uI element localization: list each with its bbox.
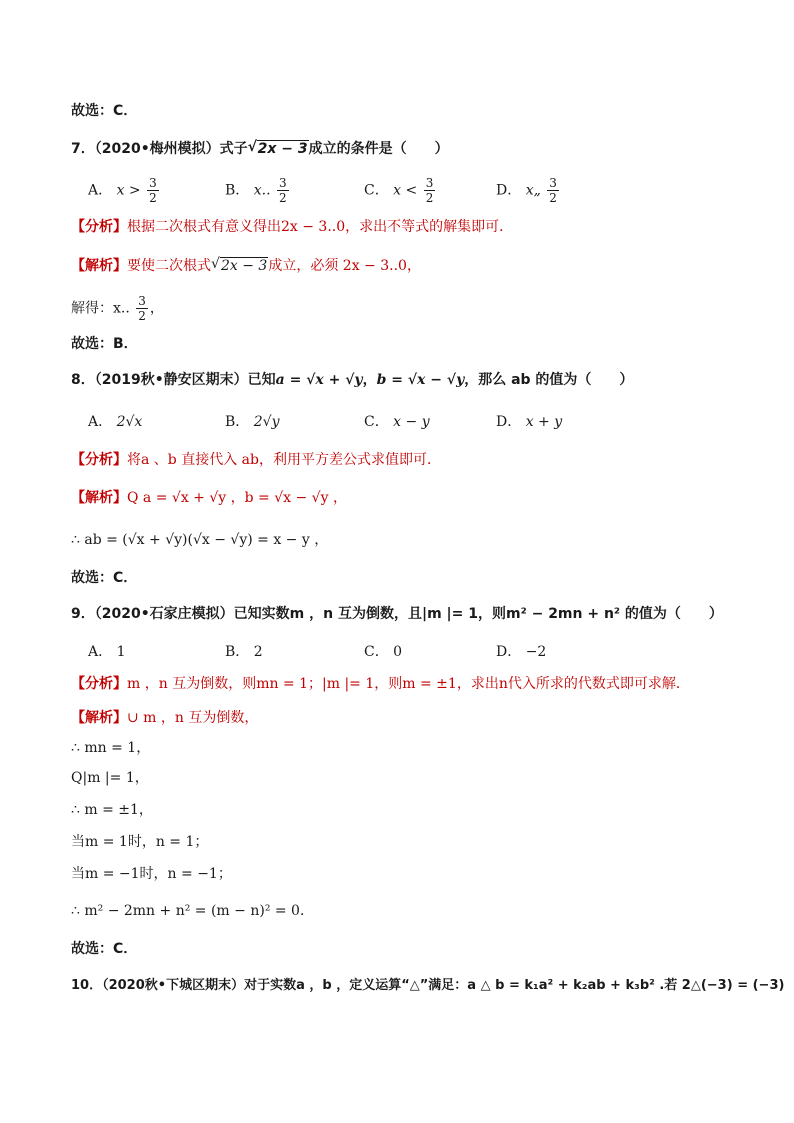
q7-option-d-frac: $\frac{3}{2}$ [549, 176, 557, 205]
q7-option-c-rel: x < [393, 182, 418, 199]
q7-analysis [71, 217, 513, 237]
q9-option-c-letter: C． [364, 644, 389, 660]
q7-option-a[interactable] [88, 176, 161, 205]
q8-stem-suffix: ，那么 ab 的值为（ ） [464, 372, 634, 388]
q8-stem-a: a = √x + √y [275, 372, 363, 388]
q9-step-4: 当m = 1时，n = 1； [71, 834, 209, 850]
q7-solution-radicand: 2x − 3 [221, 258, 268, 274]
q7-solution [71, 256, 421, 276]
q9-step-2: Q|m |= 1， [71, 770, 149, 786]
q9-option-c[interactable] [364, 642, 402, 662]
q8-stem [71, 370, 633, 390]
q7-radicand: 2x − 3 [257, 141, 308, 157]
q7-option-c-letter: C． [364, 182, 389, 199]
q9-step-1: ∴ mn = 1， [71, 740, 151, 756]
q7-solution-prefix: 要使二次根式 [127, 258, 211, 274]
q9-option-a-letter: A． [88, 644, 113, 660]
q9-option-c-expr: 0 [393, 644, 403, 660]
q9-analysis-text: m ，n 互为倒数，则mn = 1；|m |= 1，则m = ±1，求出n代入所求的代数式即可求解． [127, 676, 690, 692]
q8-option-d[interactable] [496, 412, 562, 432]
q7-analysis-tag: 【分析】 [71, 219, 127, 235]
q7-solution-suffix: 成立，必须 2x − 3..0， [268, 258, 421, 274]
q7-option-d[interactable] [496, 176, 561, 205]
q7-option-a-rel: x > [116, 182, 141, 199]
q10-stem: 10．（2020秋•下城区期末）对于实数a ，b ，定义运算“△”满足：a △ b = k₁a² + k₂ab + k₃b² .若 2△(−3) = (−3) [71, 978, 785, 993]
q7-analysis-text: 根据二次根式有意义得出2x − 3..0，求出不等式的解集即可． [127, 219, 514, 235]
q8-option-c[interactable] [364, 412, 430, 432]
q8-option-d-expr: x + y [525, 414, 563, 430]
q9-option-d[interactable] [496, 642, 546, 662]
q9-solution-tag: 【解析】 [71, 710, 127, 726]
q8-option-c-expr: x − y [393, 414, 430, 430]
q8-option-d-letter: D． [496, 414, 522, 430]
q6-answer: 故选：C． [71, 103, 138, 119]
q9-step-3: ∴ m = ±1， [71, 802, 153, 818]
q7-answer: 故选：B． [71, 336, 138, 352]
q9-option-b[interactable] [225, 642, 263, 662]
q8-stem-sep: ， [362, 372, 377, 388]
q8-analysis-tag: 【分析】 [71, 452, 127, 468]
q8-solution-tag: 【解析】 [71, 490, 127, 506]
q7-stem-suffix: 成立的条件是（ ） [308, 141, 449, 157]
q8-option-b-letter: B． [225, 414, 250, 430]
q9-option-b-letter: B． [225, 644, 250, 660]
q7-stem-prefix: 7．（2020•梅州模拟）式子 [71, 141, 248, 157]
q9-answer: 故选：C． [71, 941, 138, 957]
q9-option-d-expr: −2 [525, 644, 547, 660]
q7-solve [71, 294, 164, 323]
q7-solution-tag: 【解析】 [71, 258, 127, 274]
q8-stem-b: b = √x − √y [376, 372, 465, 388]
q8-stem-prefix: 8．（2019秋•静安区期末）已知 [71, 372, 276, 388]
q8-option-b[interactable] [225, 412, 280, 432]
q7-option-a-letter: A． [88, 182, 113, 199]
q9-option-a[interactable] [88, 642, 126, 662]
q9-solution [71, 708, 258, 728]
q7-option-b-rel: x.. [253, 182, 271, 199]
q9-stem: 9．（2020•石家庄模拟）已知实数m ，n 互为倒数，且|m |= 1，则m² − 2mn + n² 的值为（ ） [71, 606, 723, 622]
q7-option-b[interactable] [225, 176, 291, 205]
q8-option-a-expr: 2√x [116, 414, 143, 430]
q9-analysis [71, 674, 690, 694]
q8-option-a[interactable] [88, 412, 142, 432]
q7-option-d-rel: x„ [525, 182, 541, 199]
q7-option-b-letter: B． [225, 182, 250, 199]
q8-step-1: ∴ ab = (√x + √y)(√x − √y) = x − y ， [71, 532, 329, 548]
q9-analysis-tag: 【分析】 [71, 676, 127, 692]
q9-step-6: ∴ m² − 2mn + n² = (m − n)² = 0． [71, 903, 314, 919]
q8-option-c-letter: C． [364, 414, 389, 430]
q7-option-c[interactable] [364, 176, 437, 205]
q7-solve-suffix: ， [149, 300, 164, 317]
q8-solution [71, 488, 347, 508]
q7-solve-prefix: 解得：x.. [71, 300, 130, 317]
q8-analysis [71, 450, 441, 470]
q8-option-b-expr: 2√y [253, 414, 280, 430]
q9-option-d-letter: D． [496, 644, 522, 660]
q7-option-b-frac: $\frac{3}{2}$ [279, 176, 287, 205]
q7-solution-sqrt [211, 256, 268, 276]
q7-option-c-frac: $\frac{3}{2}$ [425, 176, 434, 205]
q7-option-a-frac: $\frac{3}{2}$ [149, 176, 157, 205]
q7-option-d-letter: D． [496, 182, 522, 199]
q8-solution-text: Q a = √x + √y ，b = √x − √y ， [127, 490, 347, 506]
q9-step-5: 当m = −1时，n = −1； [71, 866, 232, 882]
q9-option-b-expr: 2 [253, 644, 263, 660]
q8-analysis-text: 将a 、b 直接代入 ab，利用平方差公式求值即可． [127, 452, 441, 468]
q9-solution-text: ∪ m ，n 互为倒数， [127, 710, 259, 726]
q9-option-a-expr: 1 [116, 644, 126, 660]
q7-sqrt [248, 139, 309, 159]
q8-option-a-letter: A． [88, 414, 113, 430]
q7-solve-frac: $\frac{3}{2}$ [138, 294, 146, 323]
q7-stem [71, 139, 449, 159]
q8-answer: 故选：C． [71, 570, 138, 586]
